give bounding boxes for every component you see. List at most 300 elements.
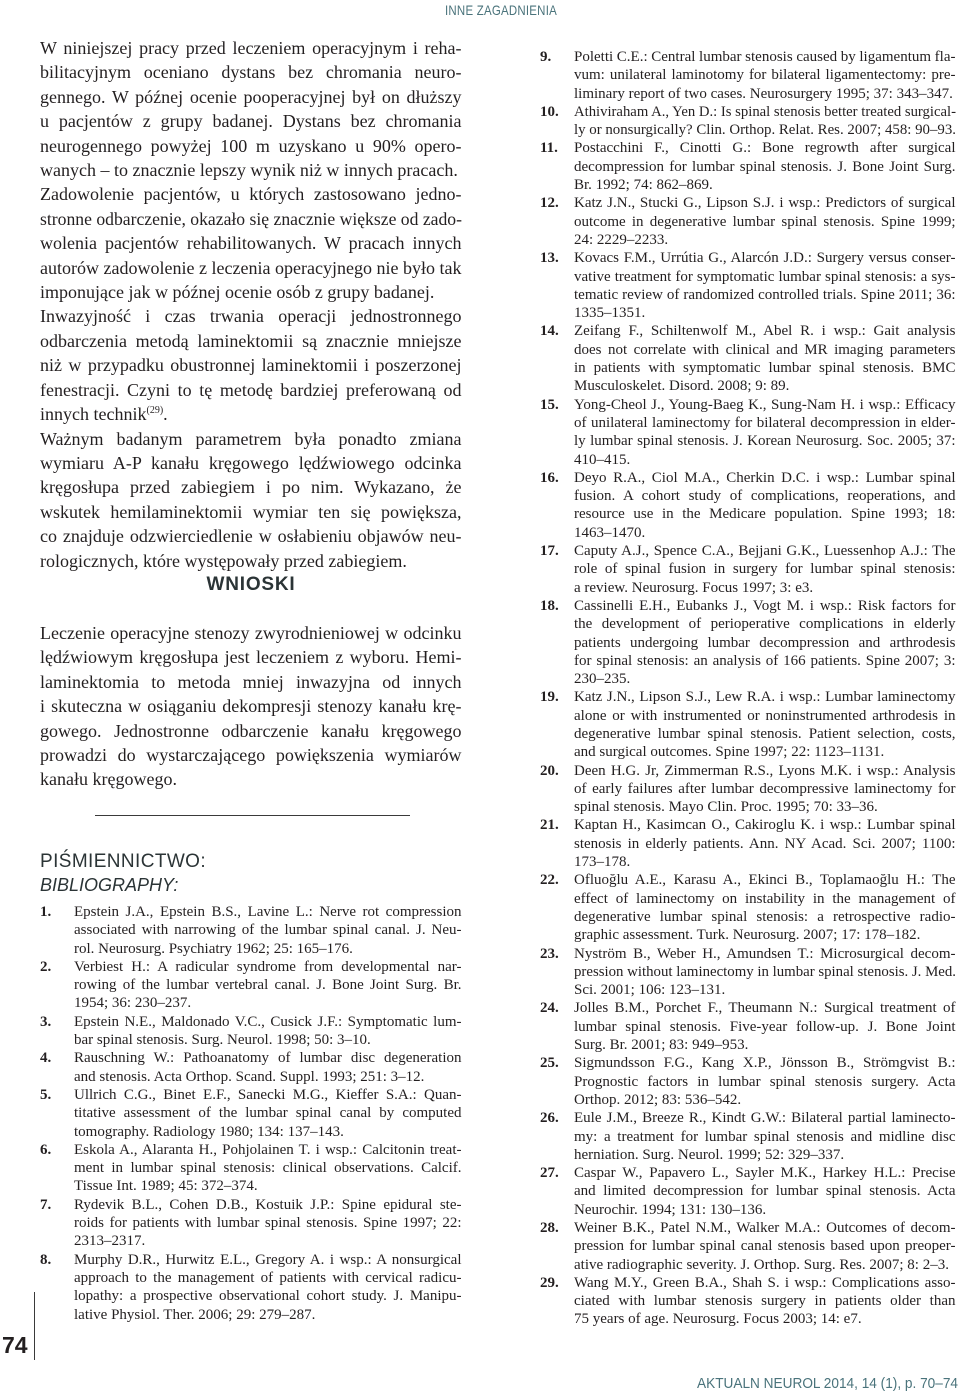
text-line bbox=[40, 256, 462, 280]
text-line bbox=[574, 816, 956, 834]
reference-item bbox=[540, 762, 956, 817]
text-line bbox=[40, 427, 462, 451]
line-text: titative assessment of the lumbar spinal canal by computed bbox=[74, 1105, 462, 1122]
conclusions-heading: WNIOSKI bbox=[206, 574, 296, 595]
line-text: Kaptan H., Kasimcan O., Cakiroglu K. i wsp.: Lumbar spinal bbox=[574, 817, 956, 834]
text-line bbox=[74, 1196, 462, 1214]
line-text: roids for patients with lumbar spinal stenosis. Spine 1997; 22: bbox=[74, 1215, 462, 1232]
text-line bbox=[574, 487, 956, 505]
text-line bbox=[40, 549, 462, 573]
line-text: Epstein N.E., Maldonado V.C., Cusick J.F.: Symptomatic lum- bbox=[74, 1013, 462, 1030]
text-line bbox=[574, 176, 956, 194]
text-line bbox=[574, 48, 956, 66]
text-line bbox=[74, 1269, 462, 1287]
reference-item bbox=[540, 1109, 956, 1164]
line-text: of unilateral laminectomy for bilateral decompression in elder- bbox=[574, 414, 956, 431]
reference-item bbox=[40, 1141, 462, 1196]
line-text-run: . bbox=[163, 404, 168, 425]
reference-item bbox=[40, 903, 462, 958]
text-line bbox=[574, 853, 956, 871]
journal-citation-footer bbox=[697, 1374, 958, 1394]
text-line bbox=[40, 475, 462, 499]
line-text: Katz J.N., Stucki G., Lipson S.J. i wsp.: Predictors of surgical bbox=[574, 195, 956, 212]
text-line bbox=[74, 1013, 462, 1031]
reference-number: 2. bbox=[40, 958, 52, 975]
citation-superscript: (29) bbox=[146, 405, 164, 417]
line-text: Ullrich C.G., Binet E.F., Sanecki M.G., Kieffer S.A.: Quan- bbox=[74, 1086, 462, 1103]
line-text: Inwazyjność i czas trwania operacji jednostronnego bbox=[40, 306, 462, 327]
text-line bbox=[574, 579, 956, 597]
reference-text bbox=[574, 139, 956, 194]
line-text: 230–235. bbox=[574, 671, 631, 688]
text-line bbox=[40, 451, 462, 475]
reference-item bbox=[540, 999, 956, 1054]
text-line bbox=[574, 1201, 956, 1219]
text-line bbox=[574, 451, 956, 469]
text-line bbox=[574, 835, 956, 853]
line-text: vative treatment for symptomatic lumbar spinal stenosis: a sys- bbox=[574, 268, 956, 285]
line-text: lumbar spinal stenosis. Five-year follow-up. J. Bone Joint bbox=[574, 1018, 956, 1035]
line-text: patients undergoing lumbar decompression and arthrodesis bbox=[574, 634, 956, 651]
line-text: Surg. Br. 2001; 83: 949–953. bbox=[574, 1037, 749, 1054]
text-line bbox=[574, 304, 956, 322]
reference-text bbox=[74, 958, 462, 1013]
text-line bbox=[574, 158, 956, 176]
reference-number: 28. bbox=[540, 1220, 559, 1236]
text-line bbox=[74, 1232, 462, 1250]
reference-number: 18. bbox=[540, 597, 559, 614]
reference-number: 16. bbox=[540, 469, 559, 486]
reference-number: 29. bbox=[540, 1274, 559, 1291]
reference-number: 6. bbox=[40, 1141, 52, 1158]
line-text: Neurochir. 1994; 131: 130–136. bbox=[574, 1201, 767, 1218]
line-text: Eskola A., Alaranta H., Pohjolainen T. i wsp.: Calcitonin treat- bbox=[74, 1141, 462, 1158]
text-line bbox=[40, 85, 462, 109]
text-line bbox=[74, 1251, 462, 1269]
text-line bbox=[74, 903, 462, 921]
text-line bbox=[574, 66, 956, 84]
text-line bbox=[574, 524, 956, 542]
reference-item bbox=[540, 1054, 956, 1109]
text-line bbox=[574, 231, 956, 249]
text-line bbox=[574, 688, 956, 706]
reference-item bbox=[540, 688, 956, 761]
line-text: 1335–1351. bbox=[574, 305, 646, 322]
line-text: and stenosis. Acta Orthop. Scand. Suppl. 1993; 251: 3–12. bbox=[74, 1068, 425, 1085]
line-text: Poletti C.E.: Central lumbar stenosis caused by ligamentum fla- bbox=[574, 49, 956, 65]
reference-number: 19. bbox=[540, 689, 559, 706]
reference-number: 25. bbox=[540, 1055, 559, 1072]
line-text: Rydevik B.L., Cohen D.B., Kostuik J.P.: Spine epidural ste- bbox=[74, 1196, 462, 1213]
reference-text bbox=[574, 1164, 956, 1219]
reference-text bbox=[74, 1013, 462, 1050]
line-text: wskutek hemilaminektomii wymiar ten się powiększa, bbox=[40, 501, 462, 522]
text-line bbox=[574, 945, 956, 963]
line-text: ative radiographic severity. J. Orthop. Surg. Res. 2007; 8: 2–3. bbox=[574, 1256, 949, 1273]
line-text: ly or nonsurgically? Clin. Orthop. Relat. Res. 2007; 458: 90–93. bbox=[574, 122, 956, 139]
line-text: ly lumbar spinal stenosis. J. Korean Neurosurg. Soc. 2005; 37: bbox=[574, 433, 956, 450]
reference-text bbox=[574, 688, 956, 761]
text-line bbox=[74, 921, 462, 939]
text-line bbox=[574, 469, 956, 487]
text-line bbox=[74, 1068, 462, 1086]
reference-item bbox=[540, 249, 956, 322]
line-text: alone or with instrumented or noninstrumented arthrodesis in bbox=[574, 707, 956, 724]
line-text: rol. Neurosurg. Psychiatry 1962; 25: 165–176. bbox=[74, 940, 353, 957]
line-text: fenestracji. Czyni to tę metodę bardziej preferowaną od bbox=[40, 379, 462, 400]
line-text: Zadowolenie pacjentów, u których zastosowano jedno- bbox=[40, 184, 462, 205]
text-line bbox=[74, 1306, 462, 1324]
text-line bbox=[40, 182, 462, 206]
line-text: rowing of the lumbar vertebral canal. J. Bone Joint Surg. Br. bbox=[74, 977, 462, 994]
line-text: outcome in degenerative lumbar spinal stenosis. Spine 1999; bbox=[574, 213, 956, 230]
text-line bbox=[574, 341, 956, 359]
text-line bbox=[574, 926, 956, 944]
line-text: 2313–2317. bbox=[74, 1233, 146, 1250]
line-text bbox=[40, 402, 168, 426]
line-text: in patients with symptomatic lumbar spinal stenosis. BMC bbox=[574, 360, 956, 377]
line-text: i skuteczna w osiąganiu dekompresji stenozy kanału krę- bbox=[40, 696, 462, 717]
line-text: Ważnym badanym parametrem była ponadto zmiana bbox=[40, 428, 462, 449]
text-line bbox=[40, 109, 462, 133]
text-line bbox=[574, 322, 956, 340]
line-text: Nyström B., Weber H., Amundsen T.: Microsurgical decom- bbox=[574, 945, 956, 962]
text-line bbox=[74, 958, 462, 976]
reference-item bbox=[540, 871, 956, 944]
text-line bbox=[574, 963, 956, 981]
text-line bbox=[574, 1237, 956, 1255]
text-line bbox=[574, 139, 956, 157]
line-text: Caspar W., Papavero L., Sayler M.K., Harkey H.L.: Precise bbox=[574, 1165, 956, 1182]
text-line bbox=[40, 158, 462, 182]
line-text: decompression for lumbar spinal stenosis. J. Bone Joint Surg. bbox=[574, 158, 956, 175]
paragraph bbox=[40, 36, 462, 182]
text-line bbox=[40, 134, 462, 158]
line-text: stenosis in elderly patients. Ann. NY Acad. Sci. 2007; 1100: bbox=[574, 835, 956, 852]
line-text: Jolles B.M., Porchet F., Theumann N.: Surgical treatment of bbox=[574, 1000, 956, 1017]
reference-number: 7. bbox=[40, 1196, 52, 1213]
line-text: role of spinal fusion in surgery for lumbar spinal stenosis: bbox=[574, 561, 956, 578]
text-line bbox=[74, 1287, 462, 1305]
reference-item bbox=[540, 597, 956, 688]
reference-number: 17. bbox=[540, 543, 559, 560]
line-text: kręgosłupa przed zabiegiem i po nim. Wykazano, że bbox=[40, 477, 462, 498]
text-line bbox=[574, 396, 956, 414]
text-line bbox=[74, 1049, 462, 1067]
line-text: and surgical outcomes. Spine 1997; 22: 1123–1131. bbox=[574, 744, 885, 761]
text-line bbox=[574, 1256, 956, 1274]
reference-number: 21. bbox=[540, 817, 559, 834]
line-text: niż w przypadku obustronnej laminektomii i poszerzonej bbox=[40, 355, 462, 376]
line-text: Rauschning W.: Pathoanatomy of lumbar disc degeneration bbox=[74, 1050, 462, 1067]
text-line bbox=[574, 762, 956, 780]
text-line bbox=[574, 414, 956, 432]
line-text: 24: 2229–2233. bbox=[574, 231, 669, 248]
line-text: 1954; 36: 230–237. bbox=[74, 995, 192, 1012]
line-text: lopathy: a prospective observational cohort study. J. Manipu- bbox=[74, 1288, 462, 1305]
line-text: 75 years of age. Neurosurg. Focus 2003; 14: e7. bbox=[574, 1311, 862, 1328]
reference-item bbox=[40, 958, 462, 1013]
line-text: herniation. Surg. Neurol. 1999; 52: 329–337. bbox=[574, 1146, 845, 1163]
text-line bbox=[574, 981, 956, 999]
text-line bbox=[574, 85, 956, 103]
text-line bbox=[40, 36, 462, 60]
text-line bbox=[574, 597, 956, 615]
text-line bbox=[574, 268, 956, 286]
line-text: Tissue Int. 1989; 45: 372–374. bbox=[74, 1178, 258, 1195]
line-text: degenerative lumbar spinal stenosis: a retrospective radio- bbox=[574, 908, 956, 925]
line-text: Ofluoğlu A.E., Karasu A., Ekinci B., Toplamaoğlu H.: The bbox=[574, 872, 956, 889]
text-line bbox=[574, 725, 956, 743]
line-text: prowadzi do wystarczającego powiększenia wymiarów bbox=[40, 745, 462, 766]
text-line bbox=[574, 1182, 956, 1200]
reference-item bbox=[40, 1086, 462, 1141]
text-line bbox=[574, 1310, 956, 1328]
line-text: ciated with lumbar stenosis surgery in patients older than bbox=[574, 1293, 956, 1310]
line-text: Orthop. 2012; 83: 536–542. bbox=[574, 1091, 742, 1108]
line-text: tomography. Radiology 1980; 134: 137–143. bbox=[74, 1123, 344, 1140]
line-text: resource use in the Medicare population. Spine 1993; 18: bbox=[574, 506, 956, 523]
reference-number: 11. bbox=[540, 140, 558, 157]
line-text: Leczenie operacyjne stenozy zwyrodnieniowej w odcinku bbox=[40, 623, 462, 643]
text-line bbox=[574, 871, 956, 889]
line-text: Br. 1992; 74: 862–869. bbox=[574, 177, 713, 194]
section-divider bbox=[95, 815, 410, 816]
text-line bbox=[574, 780, 956, 798]
text-line bbox=[40, 719, 462, 743]
reference-item bbox=[540, 816, 956, 871]
reference-number: 8. bbox=[40, 1251, 52, 1268]
line-text: wymiaru A-P kanału kręgowego lędźwiowego odcinka bbox=[40, 452, 462, 473]
line-text: liminary report of two cases. Neurosurgery 1995; 37: 343–347. bbox=[574, 85, 953, 102]
line-text: does not correlate with clinical and MR imaging parameters bbox=[574, 341, 956, 358]
reference-item bbox=[40, 1251, 462, 1324]
reference-text bbox=[574, 396, 956, 469]
reference-text bbox=[574, 871, 956, 944]
text-line bbox=[74, 940, 462, 958]
line-text: W niniejszej pracy przed leczeniem operacyjnym i reha- bbox=[40, 38, 462, 58]
line-text: stronne odbarczenie, okazało się znacznie większe od zado- bbox=[40, 208, 463, 229]
reference-number: 1. bbox=[40, 904, 52, 920]
line-text: Caputy A.J., Spence C.A., Bejjani G.K., Luessenhop A.J.: The bbox=[574, 543, 956, 560]
line-text: tematic review of randomized controlled trials. Spine 2011; 36: bbox=[574, 286, 956, 303]
reference-text bbox=[574, 762, 956, 817]
reference-number: 26. bbox=[540, 1110, 559, 1127]
text-line bbox=[40, 280, 462, 304]
line-text: co znajduje odzwierciedlenie w osłabieniu objawów neu- bbox=[40, 526, 462, 547]
page-number-rule bbox=[34, 1292, 35, 1360]
text-line bbox=[574, 634, 956, 652]
text-line bbox=[40, 645, 462, 669]
reference-text bbox=[74, 1086, 462, 1141]
text-line bbox=[74, 1104, 462, 1122]
text-line bbox=[574, 1164, 956, 1182]
reference-text bbox=[574, 469, 956, 542]
line-text: lative Physiol. Ther. 2006; 29: 279–287. bbox=[74, 1306, 316, 1323]
reference-text bbox=[74, 1049, 462, 1086]
text-line bbox=[40, 670, 462, 694]
text-line bbox=[574, 542, 956, 560]
line-text: Musculoskelet. Disord. 2008; 9: 89. bbox=[574, 378, 790, 395]
line-text: imponujące jak w późnej ocenie osób z grupy badanej. bbox=[40, 282, 435, 303]
line-text: of early failures after lumbar decompressive laminectomy for bbox=[574, 780, 956, 797]
reference-item bbox=[40, 1196, 462, 1251]
reference-item bbox=[540, 1219, 956, 1274]
reference-number: 20. bbox=[540, 762, 559, 779]
reference-item bbox=[540, 139, 956, 194]
line-text: Sigmundsson F.G., Kang X.P., Jönsson B., Strömgvist B.: bbox=[574, 1055, 956, 1072]
text-line bbox=[74, 1177, 462, 1195]
reference-number: 10. bbox=[540, 103, 559, 120]
text-line bbox=[574, 707, 956, 725]
text-line bbox=[574, 286, 956, 304]
running-head bbox=[445, 1, 557, 19]
text-line bbox=[574, 505, 956, 523]
line-text: Prognostic factors in lumbar spinal stenosis surgery. Acta bbox=[574, 1073, 956, 1090]
text-line bbox=[40, 402, 462, 426]
line-text: kanału kręgowego. bbox=[40, 769, 177, 790]
line-text: Yong-Cheol J., Young-Baeg K., Sung-Nam H. i wsp.: Efficacy bbox=[574, 396, 956, 413]
reference-text bbox=[74, 1196, 462, 1251]
reference-item bbox=[540, 1164, 956, 1219]
line-text: wolenia pacjentów rehabilitowanych. W pracach innych bbox=[40, 233, 462, 254]
text-line bbox=[574, 1091, 956, 1109]
text-line bbox=[40, 353, 462, 377]
reference-number: 3. bbox=[40, 1013, 52, 1030]
text-line bbox=[574, 1274, 956, 1292]
text-line bbox=[574, 1018, 956, 1036]
line-text: Deen H.G. Jr, Zimmerman R.S., Lyons M.K. i wsp.: Analysis bbox=[574, 762, 956, 779]
line-text: Cassinelli E.H., Eubanks J., Vogt M. i wsp.: Risk factors for bbox=[574, 597, 956, 614]
line-text: bar spinal stenosis. Surg. Neurol. 1998; 50: 3–10. bbox=[74, 1032, 371, 1049]
paragraph bbox=[40, 304, 462, 426]
line-text: Katz J.N., Lipson S.J., Lew R.A. i wsp.: Lumbar laminectomy bbox=[574, 689, 956, 706]
line-text: degenerative lumbar spinal stenosis. Patient selection, costs, bbox=[574, 725, 956, 742]
text-line bbox=[574, 1292, 956, 1310]
line-text: bilitacyjnym oceniano dystans bez chromania neuro- bbox=[40, 62, 462, 83]
text-line bbox=[74, 1086, 462, 1104]
line-text: laminektomia to metoda mniej inwazyjna od innych bbox=[40, 671, 462, 692]
line-text: neurogennego powyżej 100 m uzyskano u 90% opero- bbox=[40, 135, 462, 156]
discussion-text bbox=[40, 36, 462, 573]
text-line bbox=[40, 524, 462, 548]
text-line bbox=[574, 670, 956, 688]
text-line bbox=[74, 1214, 462, 1232]
line-text: for spinal stenosis: an analysis of 166 patients. Spine 2007; 3: bbox=[574, 652, 956, 669]
line-text: the development of perioperative complications in elderly bbox=[574, 616, 956, 633]
line-text: Verbiest H.: A radicular syndrome from developmental nar- bbox=[74, 958, 462, 975]
text-line bbox=[574, 743, 956, 761]
line-text-run: innych technik bbox=[40, 404, 147, 425]
text-line bbox=[574, 249, 956, 267]
text-line bbox=[574, 1219, 956, 1237]
text-line bbox=[574, 615, 956, 633]
reference-text bbox=[574, 597, 956, 688]
line-text: vum: unilateral laminotomy for bilateral ligamentectomy: pre- bbox=[574, 67, 956, 84]
bibliography-heading-english: BIBLIOGRAPHY: bbox=[40, 875, 179, 895]
line-text: my: a treatment for lumbar spinal stenosis and midline disc bbox=[574, 1128, 956, 1145]
reference-number: 5. bbox=[40, 1086, 52, 1103]
line-text: a review. Neurosurg. Focus 1997; 3: e3. bbox=[574, 579, 814, 596]
text-line bbox=[74, 1141, 462, 1159]
text-line bbox=[74, 976, 462, 994]
line-text: gennego. W późnej ocenie pooperacyjnej był on dłuższy bbox=[40, 86, 462, 107]
line-text: autorów zadowolenie z leczenia operacyjnego nie było tak bbox=[40, 257, 462, 278]
reference-number: 24. bbox=[540, 1000, 559, 1017]
reference-item bbox=[540, 103, 956, 140]
reference-number: 23. bbox=[540, 945, 559, 962]
paragraph bbox=[40, 182, 462, 304]
journal-citation-text: AKTUALN NEUROL 2014, 14 (1), p. 70–74 bbox=[697, 1375, 958, 1392]
text-line bbox=[40, 743, 462, 767]
line-text: Sci. 2001; 106: 123–131. bbox=[574, 982, 726, 999]
reference-item bbox=[540, 469, 956, 542]
text-line bbox=[74, 1159, 462, 1177]
reference-number: 13. bbox=[540, 250, 559, 267]
reference-item bbox=[540, 48, 956, 103]
text-line bbox=[574, 798, 956, 816]
text-line bbox=[40, 207, 462, 231]
text-line bbox=[40, 329, 462, 353]
paragraph bbox=[40, 427, 462, 573]
text-line bbox=[574, 103, 956, 121]
reference-text bbox=[574, 1109, 956, 1164]
text-line bbox=[574, 194, 956, 212]
line-text: 173–178. bbox=[574, 854, 631, 871]
reference-list-left-column bbox=[40, 903, 462, 1324]
running-head-text: INNE ZAGADNIENIA bbox=[445, 2, 557, 18]
text-line bbox=[574, 121, 956, 139]
reference-text bbox=[574, 103, 956, 140]
reference-text bbox=[574, 194, 956, 249]
text-line bbox=[574, 890, 956, 908]
line-text: and limited decompression for lumbar spinal stenosis. Acta bbox=[574, 1183, 956, 1200]
text-line bbox=[74, 1031, 462, 1049]
text-line bbox=[574, 1054, 956, 1072]
text-line bbox=[574, 560, 956, 578]
reference-text bbox=[574, 945, 956, 1000]
reference-item bbox=[540, 322, 956, 395]
reference-text bbox=[574, 1054, 956, 1109]
line-text: u pacjentów z grupy badanej. Dystans bez chromania bbox=[40, 111, 462, 132]
reference-text bbox=[574, 542, 956, 597]
text-line bbox=[574, 1036, 956, 1054]
reference-text bbox=[74, 903, 462, 958]
line-text: effect of laminectomy on instability in the management of bbox=[574, 890, 956, 907]
line-text: 410–415. bbox=[574, 451, 631, 468]
line-text: 1463–1470. bbox=[574, 524, 646, 541]
text-line bbox=[574, 908, 956, 926]
line-text: Wang M.Y., Green B.A., Shah S. i wsp.: Complications asso- bbox=[574, 1274, 956, 1291]
text-line bbox=[574, 1128, 956, 1146]
line-text: associated with narrowing of the lumbar spinal canal. J. Neu- bbox=[74, 922, 462, 939]
line-text: pression for lumbar spinal canal stenosis based upon preoper- bbox=[574, 1238, 956, 1255]
reference-list-right-column bbox=[540, 48, 956, 1329]
reference-text bbox=[574, 322, 956, 395]
line-text: Eule J.M., Breeze R., Kindt G.W.: Bilateral partial laminecto- bbox=[574, 1110, 956, 1127]
text-line bbox=[574, 999, 956, 1017]
line-text: Kovacs F.M., Urrútia G., Alarcón J.D.: Surgery versus conser- bbox=[574, 250, 956, 267]
page-number: 74 bbox=[2, 1332, 28, 1358]
reference-item bbox=[40, 1013, 462, 1050]
reference-item bbox=[540, 1274, 956, 1329]
bibliography-heading-polish: PIŚMIENNICTWO: bbox=[40, 851, 207, 872]
reference-text bbox=[74, 1251, 462, 1324]
text-line bbox=[574, 1073, 956, 1091]
reference-item bbox=[540, 945, 956, 1000]
text-line bbox=[574, 1109, 956, 1127]
text-line bbox=[74, 994, 462, 1012]
